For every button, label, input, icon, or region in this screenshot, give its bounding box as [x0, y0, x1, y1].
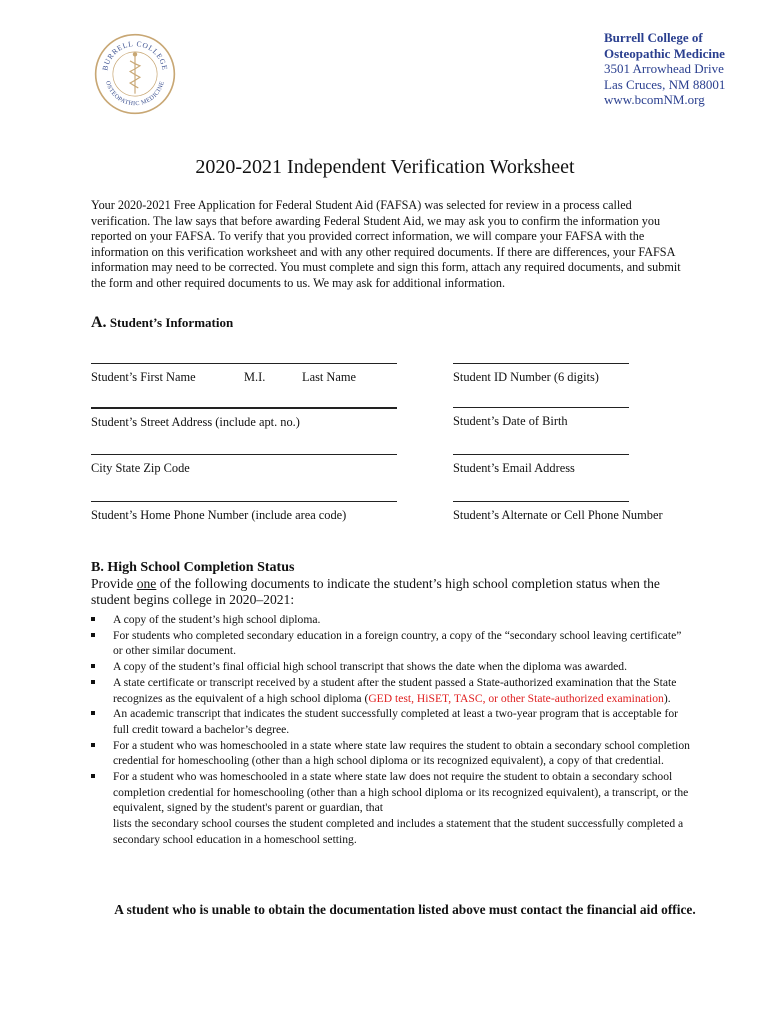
mi-label: M.I.	[244, 370, 266, 384]
bullet-icon	[91, 633, 95, 637]
list-item-text: For a student who was homeschooled in a state where state law does not require the student to obtain a secondary school completion credential for homeschooling (other than a high school diploma or its recognized equivalent), a transcript, or the equivalent, signed by the student's parent or guardian, that	[113, 770, 689, 815]
seal-bottom-text: OSTEOPATHIC MEDICINE	[104, 80, 166, 108]
bullet-icon	[91, 680, 95, 684]
intro-paragraph: Your 2020-2021 Free Application for Federal Student Aid (FAFSA) was selected for review in a process called verification. The law says that before awarding Federal Student Aid, we may ask you to confirm the information you reported on your FAFSA. To verify that you provided correct information, we will compare your FAFSA with the information on this verification worksheet and with any other required documents. If there are differences, your FAFSA information may need to be corrected. You must complete and sign this form, attach any required documents, and submit the form and other required documents to us. We may ask for additional information.	[91, 198, 681, 290]
section-a-letter: A.	[91, 314, 107, 331]
list-item	[91, 628, 691, 659]
section-b-heading: B. High School Completion Status	[91, 560, 295, 575]
list-item-text: For students who completed secondary education in a foreign country, a copy of the “secondary school leaving certificate” or other similar document.	[113, 628, 682, 658]
bullet-icon	[91, 743, 95, 747]
seal-top-text: BURRELL COLLEGE	[100, 39, 170, 72]
street-address-label: Student’s Street Address (include apt. no.)	[91, 415, 300, 429]
list-item-text: A copy of the student’s final official high school transcript that shows the date when the diploma was awarded.	[113, 660, 627, 674]
college-city: Las Cruces, NM 88001	[604, 76, 726, 92]
section-b-desc-part1: Provide	[91, 576, 137, 591]
student-id-field[interactable]	[453, 363, 629, 385]
bullet-icon	[91, 711, 95, 715]
page-title: 2020-2021 Independent Verification Worksheet	[195, 156, 575, 178]
college-seal-logo	[94, 33, 176, 115]
section-b-description	[91, 576, 691, 608]
document-options-list	[91, 612, 691, 848]
alt-phone-field[interactable]	[453, 501, 663, 523]
city-state-zip-field[interactable]	[91, 454, 397, 476]
section-a-heading	[91, 314, 233, 332]
last-name-label: Last Name	[302, 370, 357, 384]
student-id-label: Student ID Number (6 digits)	[453, 370, 599, 384]
first-name-field[interactable]	[91, 363, 397, 385]
exam-names-highlight: GED test, HiSET, TASC, or other State-authorized examination	[368, 691, 664, 705]
list-item-text: For a student who was homeschooled in a state where state law requires the student to obtain a secondary school completion credential for homeschooling (other than a high school diploma or its recognized equivalent), a copy of that credential.	[113, 738, 690, 768]
dob-field[interactable]	[453, 407, 629, 429]
email-field[interactable]	[453, 454, 629, 476]
list-item-text-continued: lists the secondary school courses the student completed and includes a statement that the student successfully completed a secondary school education in a homeschool setting.	[113, 817, 684, 846]
dob-label: Student’s Date of Birth	[453, 414, 568, 428]
financial-aid-notice: A student who is unable to obtain the documentation listed above must contact the financial aid office.	[114, 902, 696, 917]
list-item	[91, 612, 691, 628]
list-item	[91, 769, 691, 848]
list-item	[91, 738, 691, 769]
list-item	[91, 706, 691, 737]
section-b-desc-underlined: one	[136, 576, 157, 591]
college-name-line1: Burrell College of	[604, 30, 703, 45]
caduceus-icon	[130, 53, 140, 94]
home-phone-label: Student’s Home Phone Number (include area code)	[91, 508, 347, 522]
alt-phone-label: Student’s Alternate or Cell Phone Number	[453, 508, 663, 522]
email-label: Student’s Email Address	[453, 461, 575, 475]
college-address-block	[604, 30, 764, 108]
street-address-field[interactable]	[91, 407, 397, 430]
first-name-label: Student’s First Name	[91, 370, 196, 384]
college-street: 3501 Arrowhead Drive	[604, 61, 724, 76]
list-item-text: An academic transcript that indicates the student successfully completed at least a two-year program that is acceptable for full credit toward a bachelor’s degree.	[113, 707, 678, 736]
list-item	[91, 675, 691, 706]
home-phone-field[interactable]	[91, 501, 397, 523]
bullet-icon	[91, 774, 95, 778]
section-a-title: Student’s Information	[109, 315, 234, 330]
list-item-text: A copy of the student’s high school diploma.	[113, 613, 321, 626]
bullet-icon	[91, 664, 95, 668]
college-website: www.bcomNM.org	[604, 92, 705, 107]
city-state-zip-label: City State Zip Code	[91, 461, 190, 475]
list-item-text: A state certificate or transcript received by a student after the student passed a State-authorized examination that the State recognizes as the equivalent of a high school diploma (	[113, 675, 677, 705]
section-b-desc-part2: of the following documents to indicate the student’s high school completion status when the student begins college in 2020–2021:	[91, 576, 660, 607]
list-item-text-end: ).	[663, 691, 671, 705]
list-item	[91, 659, 691, 675]
college-name-line2: Osteopathic Medicine	[604, 45, 725, 61]
bullet-icon	[91, 617, 95, 621]
